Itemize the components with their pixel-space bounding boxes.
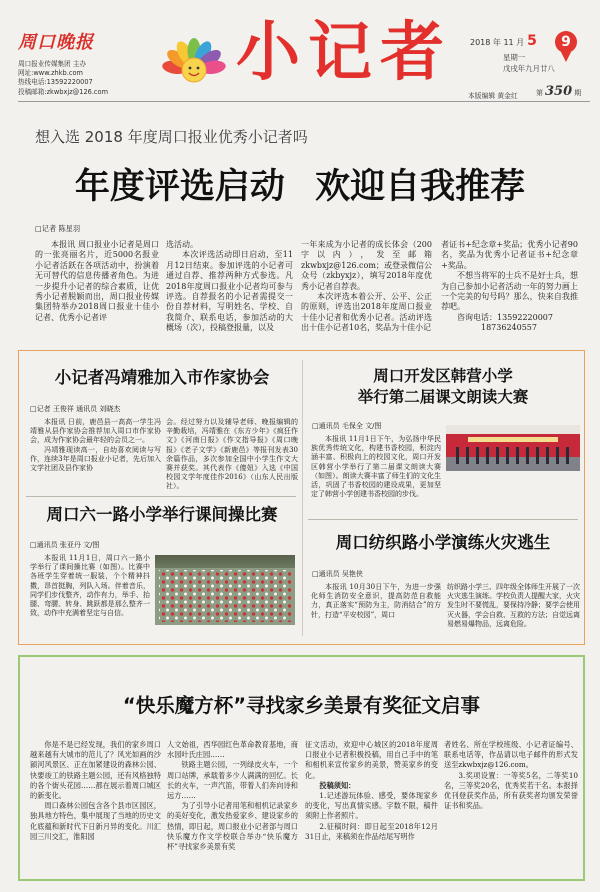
reading-contest-body	[311, 435, 441, 513]
section-title: 小记者	[236, 15, 452, 90]
exercise-competition-body	[30, 554, 150, 624]
paragraph: 本报讯 10月30日下午，为进一步强化师生消防安全意识，提高防范自救能力，真正落实“预防为主，防消结合”的方针，打造“平安校园”，周口	[311, 583, 441, 619]
weekday: 星期一	[503, 53, 526, 62]
lead-byline: □记者 陈星羽	[35, 224, 81, 233]
paragraph: 征文活动，欢迎中心城区的2018年度周口报业小记者积极投稿，用自己手中的笔和相机来宣传家乡的美景，赞美家乡的变化。	[305, 740, 438, 780]
paragraph: 者姓名、所在学校班级、小记者证编号、联系电话等，作品请以电子邮件的形式发送至zkwbxjz@126.com。	[444, 740, 578, 770]
paragraph: 本报讯 周口报业小记者是周口的一张亮丽名片，近5000名报业小记者活跃在各项活动中，扮演着无可替代的信息传播者角色。为进一步提升小记者的综合素质，让优秀小记者脱颖而出，周口报业传媒集团特举办2018周口报业十佳小记者、优秀小记者评	[35, 240, 159, 322]
photo-performers	[456, 447, 570, 464]
news-box-left-divider	[26, 496, 296, 497]
paragraph: 一年来成为小记者的成长体会（200字以内），发至邮箱zkwbxjz@126.com；或登录微信公众号（zkbyxjz），填写2018年度优秀小记者自荐表。	[301, 240, 432, 291]
issue-number: 350	[545, 84, 573, 99]
date-text: 2018 年 11 月	[470, 38, 525, 47]
fire-drill-byline: □通讯员 吴艳侠	[312, 570, 363, 578]
page-number-badge: 9	[555, 31, 577, 53]
paragraph: 3.奖项设置：一等奖5名，二等奖10名，三等奖20名，优秀奖若干名。本报择优刊登获奖作品，所有获奖者均颁发荣誉证书和奖品。	[444, 770, 578, 811]
logo-eye-left	[189, 67, 192, 70]
newspaper-logo: 周口晚报	[18, 32, 94, 53]
contact-phone: 咨询电话：13592220007	[457, 312, 553, 322]
paragraph: 本报讯 日前，鹿邑县一高高一学生冯靖雅从县作家协会推荐加入周口市作家协会，成为作家协会最年轻的会员之一。	[30, 418, 161, 445]
logo-eye-right	[197, 67, 200, 70]
paragraph: 不想当将军的士兵不是好士兵，想为自己参加小记者活动一年的努力画上一个完美的句号吗？那么，快来自我推荐吧。	[441, 271, 578, 312]
paragraph: 为了引导小记者用笔和相机记录家乡的美好变化，激发热爱家乡、建设家乡的热情，即日起，周口报业小记者部与周口快乐魔方作文学校联合举办“快乐魔方杯”寻找家乡美景有奖	[167, 801, 298, 852]
paragraph: 纺织路小学三、四年级全体师生开展了一次火灾逃生演练。学校负责人提醒大家，火灾发生时不要慌乱，要保持冷静；要学会使用灭火器，学会自救、互救的方法；自觉远离易燃易爆物品，远离危险。	[447, 583, 580, 628]
date-day: 5	[527, 33, 537, 49]
issue-number-label	[536, 84, 581, 101]
contest-column-2	[167, 740, 298, 874]
masthead-info	[18, 60, 108, 97]
paragraph: 1.记述游玩体验、感受，要体现家乡的变化，写出真情实感。字数不限，稿件须附上作者照片。	[305, 791, 438, 821]
photo-students-rows	[159, 570, 291, 622]
fire-drill-column-2	[447, 583, 580, 640]
contest-headline: “快乐魔方杯”寻找家乡美景有奖征文启事	[122, 694, 481, 717]
exercise-competition-headline: 周口六一路小学举行课间操比赛	[46, 505, 278, 524]
exercise-competition-byline: □通讯员 张亚丹 文/图	[30, 541, 100, 549]
website-line: 网址:www.zhkb.com	[18, 69, 83, 78]
issue-date	[470, 33, 537, 51]
email-line: 投稿邮箱:zkwbxjz@126.com	[18, 87, 109, 96]
logo-face	[182, 58, 206, 82]
lead-headline: 年度评选启动 欢迎自我推荐	[74, 167, 526, 207]
reading-contest-photo	[446, 425, 580, 471]
submission-notes-heading: 投稿须知：	[319, 780, 356, 790]
paragraph: 周口森林公园包含各个县市区园区，独具地方特色，集中展现了当地的历史文化底蕴和新时代下日新月异的变化。川汇园三川交汇，淮阳园	[30, 801, 161, 841]
lunar-date: 戊戌年九月廿八	[503, 64, 555, 73]
contest-column-1	[30, 740, 161, 874]
exercise-competition-photo	[155, 555, 295, 625]
issue-prefix: 第	[536, 89, 543, 97]
contest-column-4	[444, 740, 578, 874]
page-editor: 本版编辑 黄金红	[468, 92, 518, 100]
lead-column-2	[166, 240, 293, 334]
lead-column-3	[301, 240, 432, 334]
photo-stage-banner	[468, 437, 558, 442]
paragraph: 会。经过努力以及辅导老师、晚报编辑的辛勤栽培，冯靖雅在《东方少年》《疯狂作文》《河南日报》《作文指导报》《周口晚报》《老子文学》《新鹿邑》等报刊发表30余篇作品，多次参加全国中小学生作文大赛并获奖。其代表作《傻妞》入选《中国校园文学年度佳作2016》（山东人民出版社）。	[166, 418, 298, 491]
fire-drill-column-1	[311, 583, 441, 640]
sun-flower-logo-icon	[158, 26, 230, 90]
paragraph: 人文始祖，西华园红色革命教育基地，商水园叶氏庄园……	[167, 740, 298, 760]
paragraph: 铁路主题公园，一列绿皮火车，一个周口站牌，承载着多少人满满的回忆。长长的火车，一声汽笛，带着人们奔向诗和远方……	[167, 760, 298, 801]
issue-suffix: 期	[574, 89, 582, 97]
paragraph: 本报讯 11月1日，周口六一路小学举行了课间操比赛（如图）。比赛中各班学生穿着统一服装，个个精神抖擞，昂首挺胸，列队入场。伴着音乐，同学们步伐整齐，动作有力，举手、抬腿、弯腰、转身、跳跃都是那么整齐一致，动作中充满着坚定与自信。	[30, 554, 150, 618]
writers-association-byline: □记者 王俊祥 通讯员 刘晓杰	[30, 405, 121, 413]
paragraph: 你是不是已经发现，我们的家乡周口越来越有大城市的范儿了？风光如画的沙颍河风景区、正在加紧建设的森林公园、快要竣工的铁路主题公园，还有风格独特的各个街头花园……都在展示着周口城区的新变化。	[30, 740, 161, 801]
paragraph: 本次评选活动即日启动，至11月12日结束。参加评选的小记者可通过自荐、推荐两种方式参选。凡2018年度周口报业小记者均可参与评选。自荐报名的小记者需提交一份自荐材料，写明姓名、学校、自我简介、联系电话，参加活动的大概场（次），投稿登报量，以及	[166, 250, 293, 333]
writers-association-column-1	[30, 418, 161, 492]
lead-column-4	[441, 240, 578, 334]
paragraph: 选活动。	[166, 240, 198, 249]
paragraph: 本报讯 11月1日下午，为弘扬中华民族优秀传统文化，构建书香校园，积淀内涵丰富、积极向上的校园文化，周口开发区韩营小学举行了第二届课文朗读大赛（如图）。朗读大赛丰富了师生们的文化生活，巩固了书香校园的建设成果，更加坚定了韩营小学创建书香校园的步伐。	[311, 435, 441, 499]
contest-column-3	[305, 740, 438, 874]
paragraph: 2.征稿时间：即日起至2018年12月31日止，来稿须在作品结尾写明作	[305, 821, 438, 841]
photo-background-trees	[155, 555, 295, 568]
reading-contest-headline-line-2: 举行第二届课文朗读大赛	[357, 388, 529, 406]
lead-column-1	[35, 240, 159, 334]
reading-contest-headline-line-1: 周口开发区韩营小学	[373, 367, 513, 385]
lead-kicker: 想入选 2018 年度周口报业优秀小记者吗	[35, 128, 308, 146]
paragraph: 冯靖雅现读高一，自幼喜欢阅读与写作，连续3年是周口报业小记者，先后加入文学社团及县作家协	[30, 445, 161, 473]
writers-association-column-2	[166, 418, 298, 492]
paragraph: 本次评选本着公开、公平、公正的原则，评选出2018年度周口报业十佳小记者和优秀小记者。活动评选出十佳小记者10名，奖品为十佳小记	[301, 292, 432, 333]
masthead-divider	[18, 101, 590, 102]
writers-association-headline: 小记者冯靖雅加入市作家协会	[54, 368, 270, 387]
news-box-column-divider	[302, 360, 303, 636]
fire-drill-headline: 周口纺织路小学演练火灾逃生	[335, 533, 551, 552]
publisher-line: 周口报业传媒集团 主办	[18, 60, 87, 68]
paragraph: 者证书+纪念章+奖品；优秀小记者90名，奖品为优秀小记者证书+纪念章+奖品。	[441, 240, 578, 270]
contact-phone-2: 18736240557	[481, 323, 537, 333]
news-box-right-divider	[308, 519, 578, 520]
map-pin-icon	[560, 50, 572, 62]
reading-contest-byline: □通讯员 毛保全 文/图	[312, 422, 382, 430]
hotline-line: 热线电话:13592220007	[18, 78, 93, 87]
